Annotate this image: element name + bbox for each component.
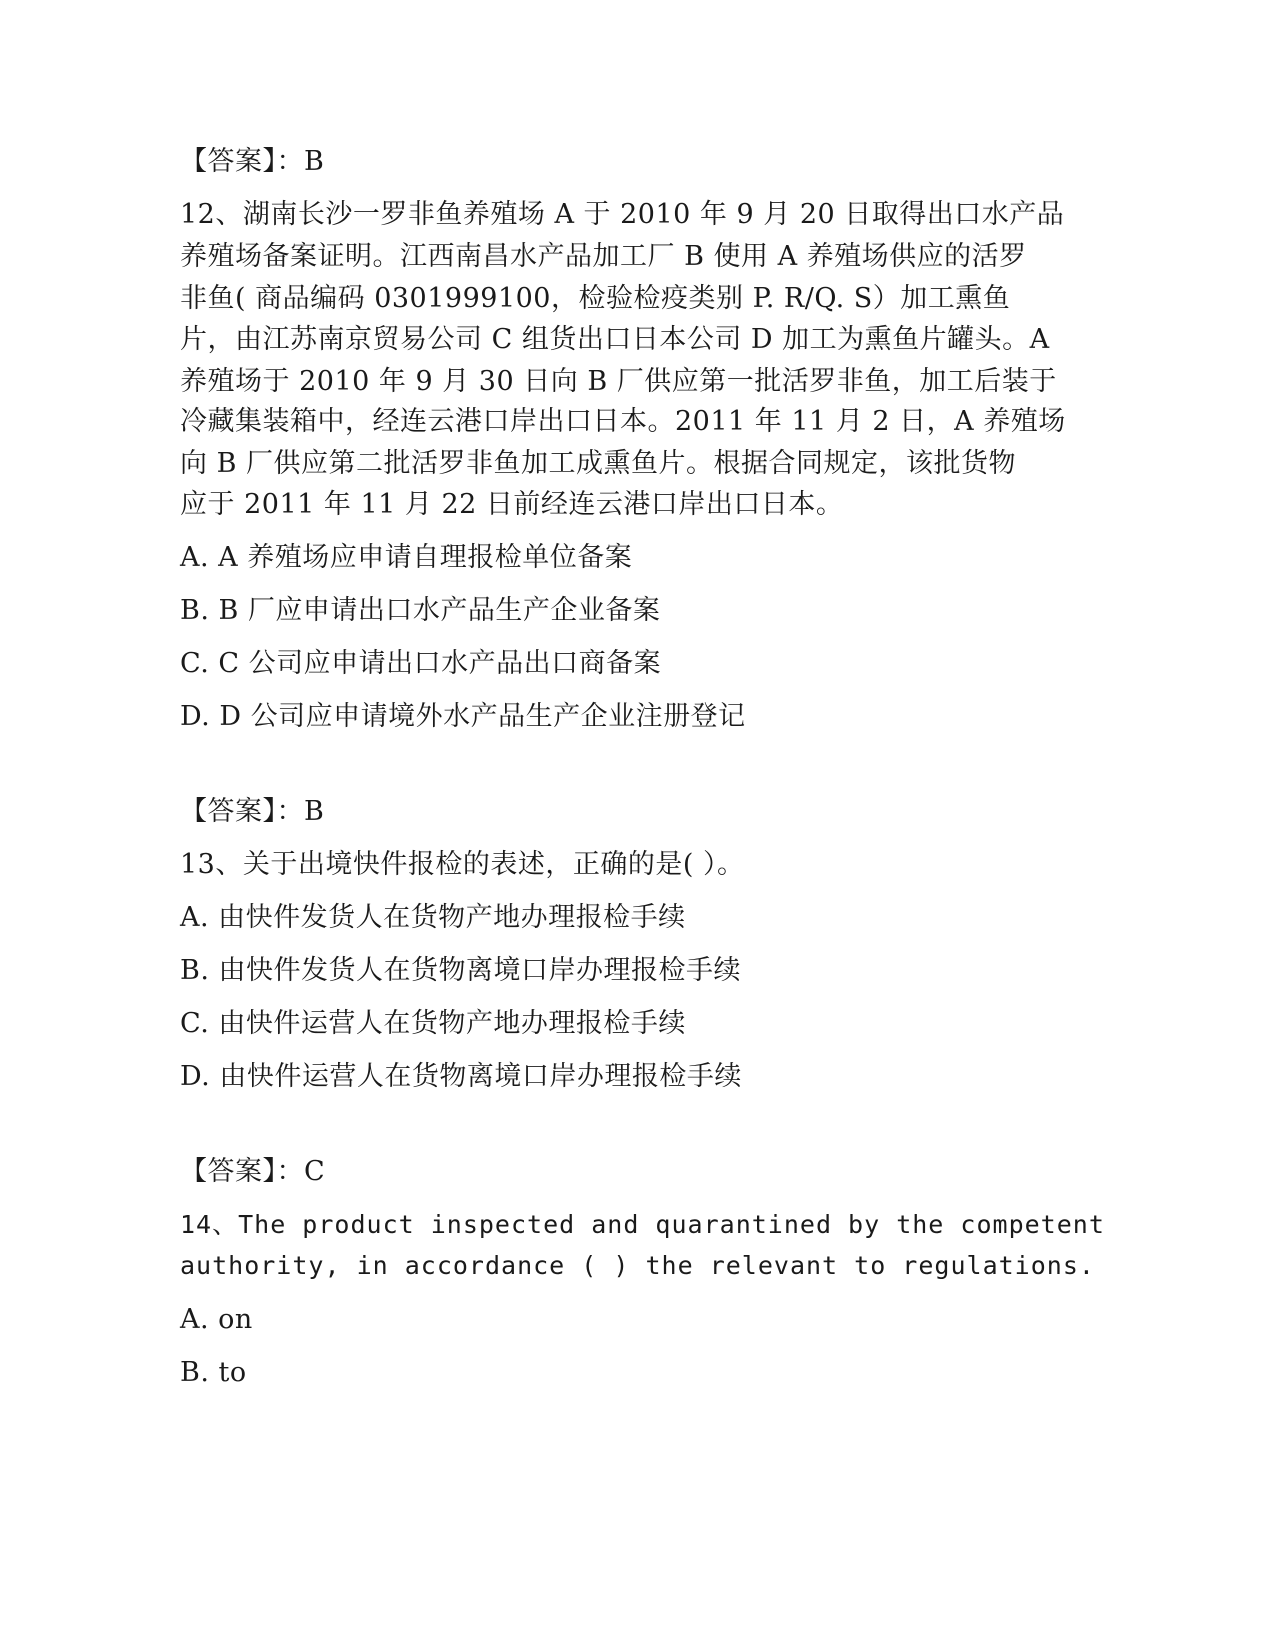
question-12-stem-line: 养殖场于 2010 年 9 月 30 日向 B 厂供应第一批活罗非鱼，加工后装于 (180, 366, 1057, 397)
question-13-option-d: D. 由快件运营人在货物离境口岸办理报检手续 (180, 1061, 742, 1092)
answer-13: 【答案】：C (180, 1156, 326, 1187)
answer-12: 【答案】：B (180, 796, 325, 827)
question-13-option-c: C. 由快件运营人在货物产地办理报检手续 (180, 1008, 686, 1039)
question-12-option-c: C. C 公司应申请出口水产品出口商备案 (180, 648, 662, 679)
question-14-option-b: B. to (180, 1357, 247, 1388)
question-14-stem-line: 14、The product inspected and quarantined by the competent (180, 1210, 1105, 1239)
question-12-option-a: A. A 养殖场应申请自理报检单位备案 (180, 542, 633, 573)
question-14-stem-line: authority, in accordance ( ) the relevant to regulations. (180, 1251, 1095, 1280)
question-13-stem: 13、关于出境快件报检的表述，正确的是( ）。 (180, 849, 745, 880)
answer-11: 【答案】：B (180, 146, 325, 177)
question-13-option-b: B. 由快件发货人在货物离境口岸办理报检手续 (180, 955, 742, 986)
question-12-stem-line: 片，由江苏南京贸易公司 C 组货出口日本公司 D 加工为熏鱼片罐头。A (180, 324, 1050, 355)
question-12-stem-line: 冷藏集装箱中，经连云港口岸出口日本。2011 年 11 月 2 日，A 养殖场 (180, 406, 1066, 437)
question-12-stem-line: 向 B 厂供应第二批活罗非鱼加工成熏鱼片。根据合同规定，该批货物 (180, 448, 1017, 479)
question-12-option-d: D. D 公司应申请境外水产品生产企业注册登记 (180, 701, 746, 732)
question-14-option-a: A. on (180, 1304, 253, 1335)
question-12-stem-line: 12、湖南长沙一罗非鱼养殖场 A 于 2010 年 9 月 20 日取得出口水产品 (180, 199, 1065, 230)
question-12-option-b: B. B 厂应申请出口水产品生产企业备案 (180, 595, 661, 626)
question-12-stem-line: 非鱼( 商品编码 0301999100，检验检疫类别 P. R/Q. S）加工熏鱼 (180, 283, 1011, 314)
question-13-option-a: A. 由快件发货人在货物产地办理报检手续 (180, 902, 686, 933)
question-12-stem-line: 应于 2011 年 11 月 22 日前经连云港口岸出口日本。 (180, 489, 844, 520)
question-12-stem-line: 养殖场备案证明。江西南昌水产品加工厂 B 使用 A 养殖场供应的活罗 (180, 241, 1027, 272)
